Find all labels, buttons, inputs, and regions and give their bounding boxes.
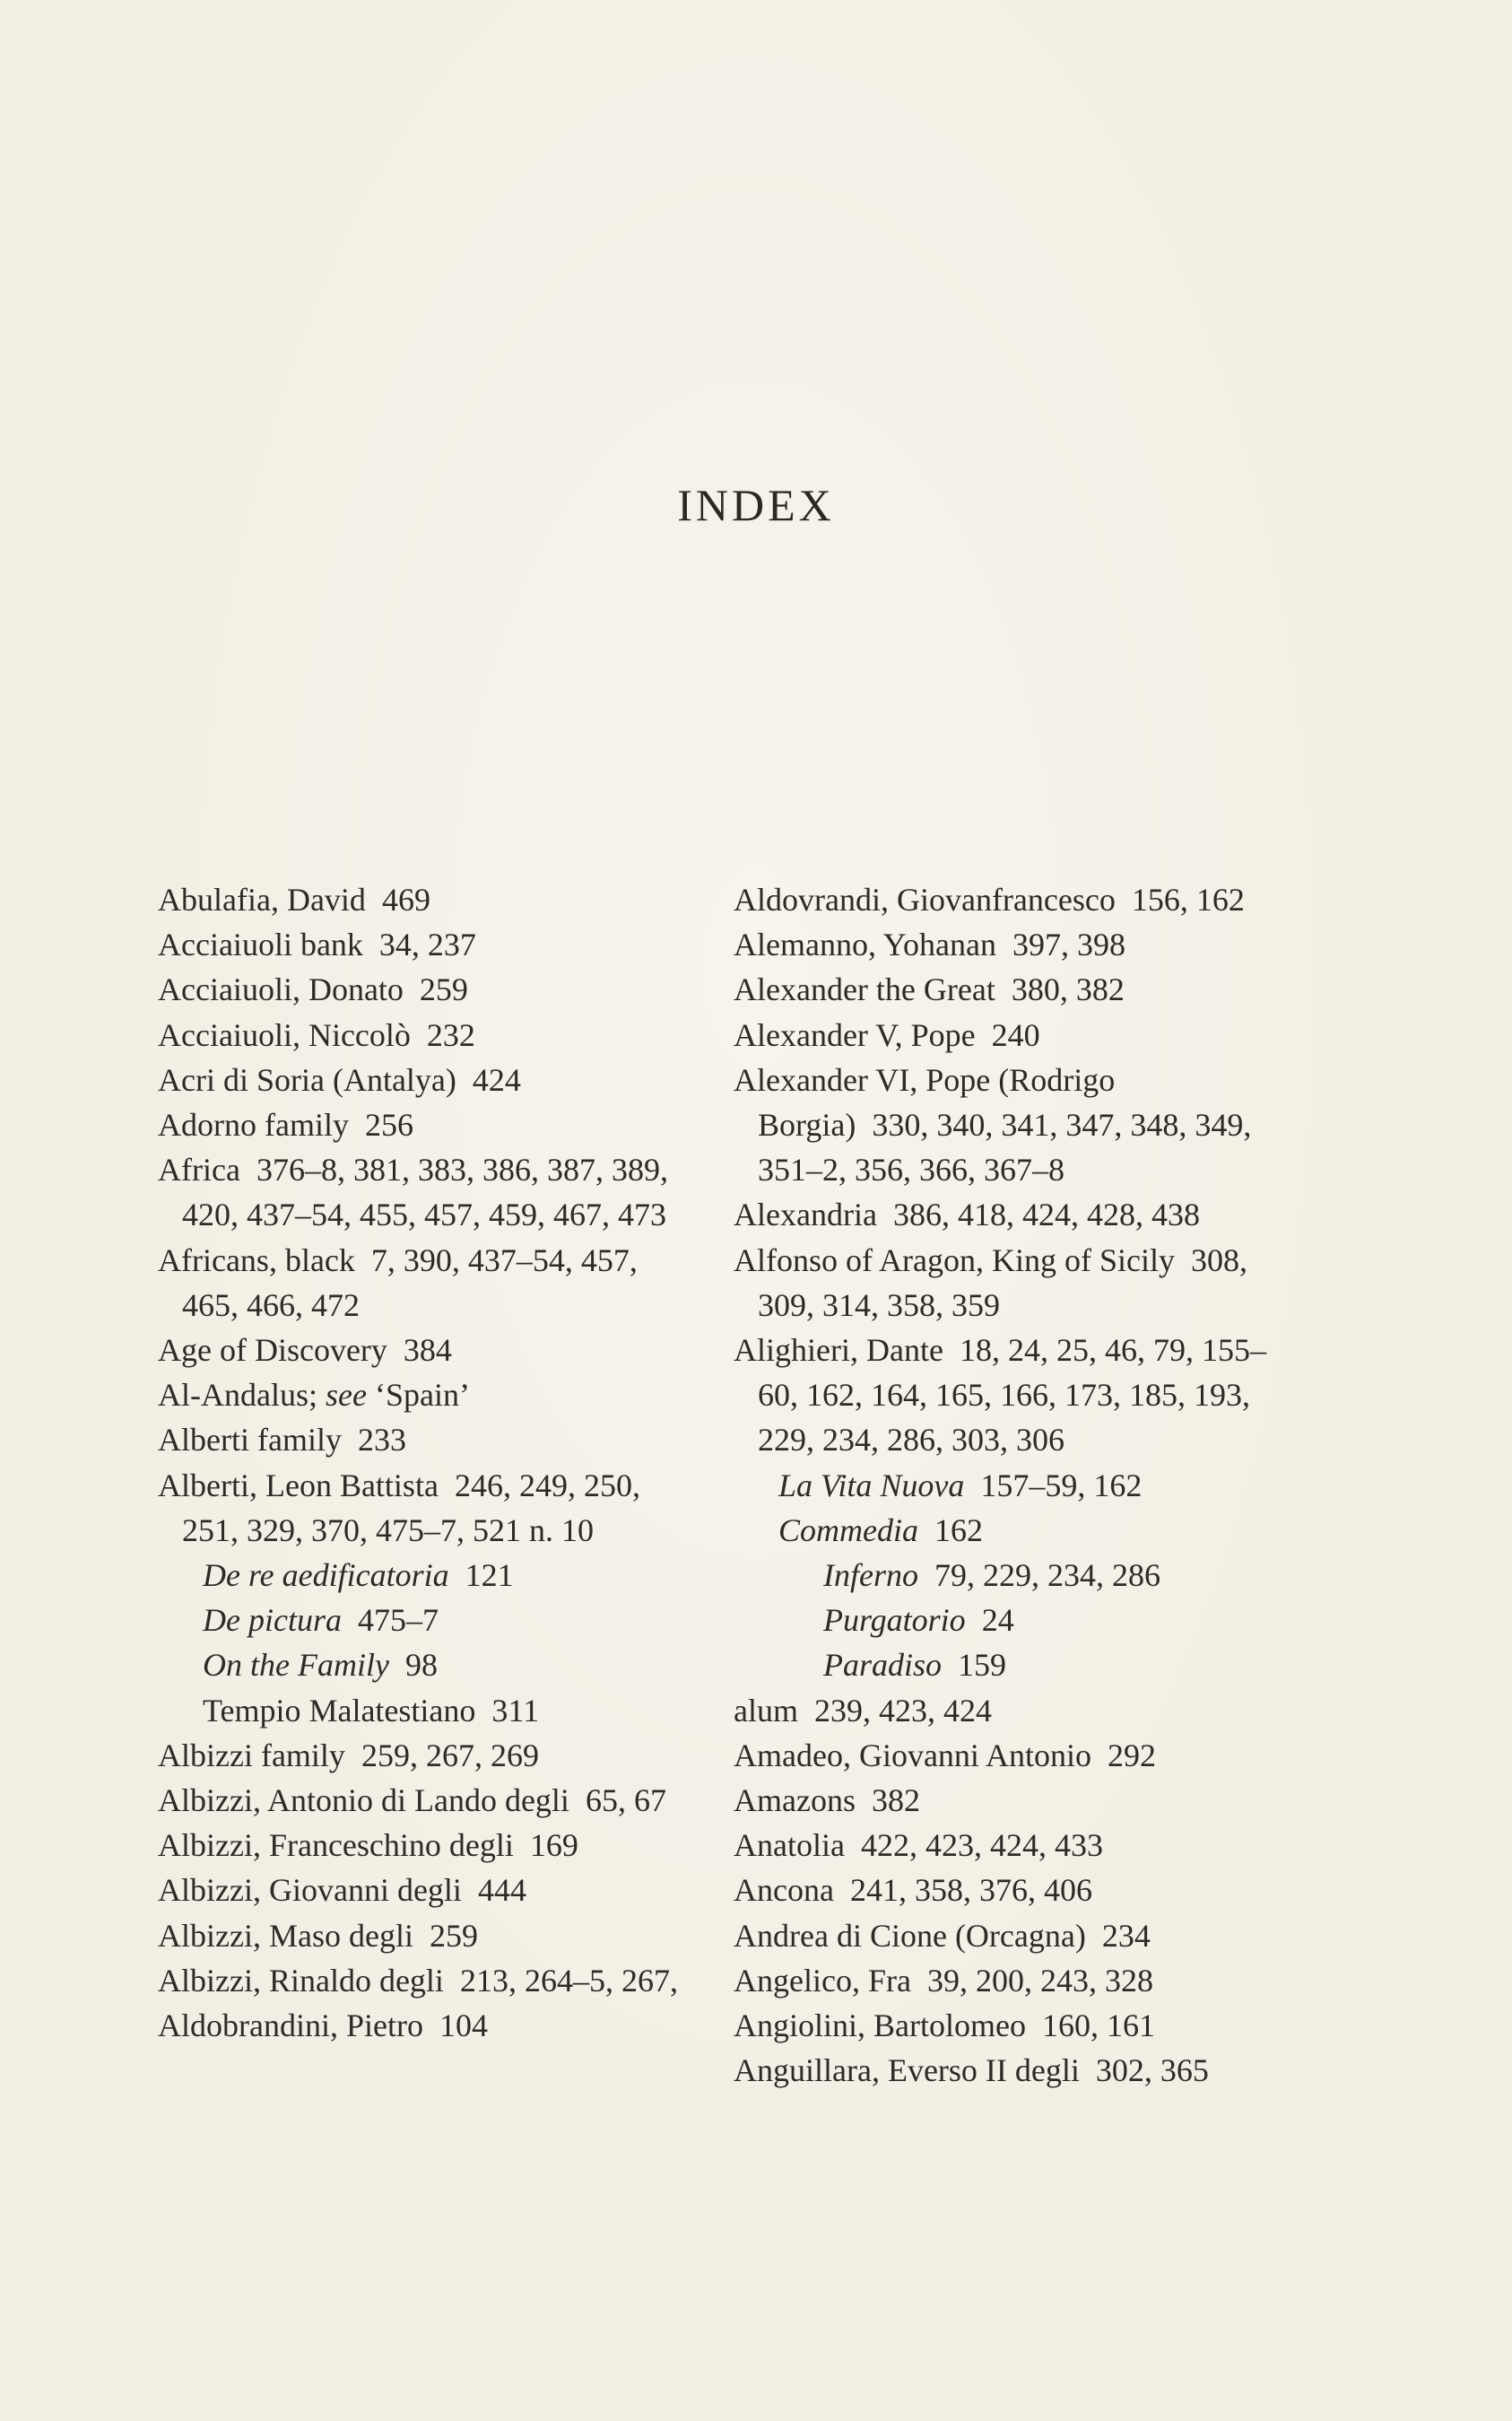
entry-locators: 162: [934, 1511, 983, 1548]
index-entry: [158, 2003, 696, 2048]
entry-locators: 469: [381, 882, 430, 918]
index-entry: [734, 1328, 1272, 1463]
entry-heading: Alexander the Great: [734, 971, 995, 1008]
entry-heading: Tempio Malatestiano: [203, 1692, 476, 1729]
entry-heading: Albizzi, Maso degli: [158, 1917, 413, 1954]
entry-heading: Adorno family: [158, 1107, 349, 1144]
entry-locators: 156, 162: [1131, 882, 1245, 918]
index-entry: [158, 1778, 696, 1823]
entry-heading: Alberti, Leon Battista: [158, 1467, 439, 1503]
entry-locators: 7, 390, 437–54, 457, 465, 466, 472: [182, 1241, 638, 1323]
index-entry: [158, 1372, 696, 1417]
index-subentry: [734, 1598, 1272, 1642]
entry-locators: ‘Spain’: [374, 1377, 470, 1414]
index-column-left: [158, 877, 696, 2048]
entry-heading: Abulafia, David: [158, 882, 366, 918]
entry-locators: 444: [477, 1872, 526, 1909]
entry-heading: Alberti family: [158, 1422, 342, 1459]
index-subentry: [734, 1508, 1272, 1553]
index-entry: [158, 1102, 696, 1147]
entry-heading: Albizzi, Giovanni degli: [158, 1872, 462, 1909]
entry-heading: Acciaiuoli bank: [158, 927, 363, 963]
entry-locators: 104: [439, 2007, 488, 2044]
entry-locators: 302, 365: [1095, 2052, 1209, 2089]
entry-locators: 256: [364, 1107, 413, 1144]
index-entry: [734, 1733, 1272, 1778]
entry-locators: 169: [529, 1827, 578, 1864]
entry-heading: De re aedificatoria: [203, 1557, 449, 1594]
index-entry: [158, 1417, 696, 1462]
entry-heading: Africans, black: [158, 1241, 355, 1278]
entry-heading: Acciaiuoli, Donato: [158, 971, 404, 1008]
entry-heading: Acri di Soria (Antalya): [158, 1061, 456, 1098]
entry-locators: 157–59, 162: [980, 1467, 1143, 1503]
entry-locators: 382: [871, 1782, 920, 1819]
index-subentry: [158, 1688, 696, 1733]
entry-heading: Andrea di Cione (Orcagna): [734, 1917, 1086, 1954]
index-entry: [734, 1238, 1272, 1328]
index-entry: [158, 1238, 696, 1328]
entry-heading: Alexander VI, Pope (Rodrigo Borgia): [734, 1061, 1116, 1144]
index-entry: [734, 1913, 1272, 1958]
entry-heading: Paradiso: [823, 1647, 943, 1684]
entry-locators: 475–7: [357, 1602, 439, 1639]
index-entry: [158, 967, 696, 1012]
entry-heading: Anguillara, Everso II degli: [734, 2052, 1080, 2089]
index-entry: [734, 967, 1272, 1012]
entry-locators: 241, 358, 376, 406: [849, 1872, 1092, 1909]
entry-locators: 34, 237: [378, 927, 476, 963]
entry-heading: Alighieri, Dante: [734, 1332, 943, 1369]
index-entry: [158, 1463, 696, 1553]
index-entry: [734, 2048, 1272, 2093]
entry-locators: 65, 67: [585, 1782, 666, 1819]
entry-heading: Angelico, Fra: [734, 1962, 911, 1999]
entry-locators: 233: [357, 1422, 406, 1459]
index-entry: [158, 922, 696, 967]
entry-locators: 308, 309, 314, 358, 359: [758, 1241, 1247, 1323]
index-entry: [734, 1058, 1272, 1193]
entry-heading: Amazons: [734, 1782, 856, 1819]
index-entry: [158, 1147, 696, 1237]
entry-heading: Ancona: [734, 1872, 834, 1909]
entry-locators: 259: [419, 971, 468, 1008]
entry-locators: 259, 267, 269: [361, 1737, 539, 1773]
index-subentry: [158, 1598, 696, 1642]
index-entry: [158, 877, 696, 922]
entry-locators: 246, 249, 250, 251, 329, 370, 475–7, 521 n. 10: [182, 1467, 640, 1548]
entry-heading: Albizzi family: [158, 1737, 345, 1773]
index-entry: [734, 1688, 1272, 1733]
entry-locators: 311: [491, 1692, 540, 1729]
entry-heading: Al-Andalus;: [158, 1377, 326, 1414]
entry-heading: De pictura: [203, 1602, 342, 1639]
entry-locators: 18, 24, 25, 46, 79, 155–60, 162, 164, 165, 166, 173, 185, 193, 229, 234, 286, 303, 306: [758, 1332, 1266, 1459]
index-entry: [158, 1328, 696, 1372]
index-entry: [734, 1823, 1272, 1868]
entry-locators: 259: [429, 1917, 478, 1954]
index-entry: [158, 1013, 696, 1058]
entry-heading: Albizzi, Rinaldo degli: [158, 1962, 444, 1999]
entry-locators: 232: [426, 1016, 475, 1053]
entry-heading: Alemanno, Yohanan: [734, 927, 996, 963]
page-title: INDEX: [677, 479, 835, 530]
entry-locators: 213, 264–5, 267,: [459, 1962, 678, 1999]
entry-heading: Age of Discovery: [158, 1332, 387, 1369]
index-subentry: [734, 1553, 1272, 1598]
entry-heading: Purgatorio: [823, 1602, 966, 1639]
index-entry: [734, 922, 1272, 967]
see-reference: see: [325, 1377, 375, 1414]
index-entry: [734, 877, 1272, 922]
entry-heading: La Vita Nuova: [778, 1467, 965, 1503]
index-entry: [734, 1013, 1272, 1058]
index-column-right: [734, 877, 1272, 2093]
index-subentry: [158, 1553, 696, 1598]
entry-heading: Alfonso of Aragon, King of Sicily: [734, 1241, 1175, 1278]
entry-locators: 79, 229, 234, 286: [934, 1557, 1160, 1594]
entry-locators: 292: [1107, 1737, 1156, 1773]
entry-heading: Aldovrandi, Giovanfrancesco: [734, 882, 1116, 918]
index-entry: [158, 1823, 696, 1868]
entry-heading: Africa: [158, 1152, 240, 1189]
index-entry: [734, 1192, 1272, 1237]
entry-locators: 376–8, 381, 383, 386, 387, 389, 420, 437–54, 455, 457, 459, 467, 473: [182, 1152, 668, 1233]
entry-heading: Alexander V, Pope: [734, 1016, 976, 1053]
entry-heading: Angiolini, Bartolomeo: [734, 2007, 1026, 2044]
index-entry: [158, 1868, 696, 1912]
entry-heading: On the Family: [203, 1647, 389, 1684]
entry-locators: 234: [1101, 1917, 1151, 1954]
entry-locators: 384: [403, 1332, 452, 1369]
entry-heading: Amadeo, Giovanni Antonio: [734, 1737, 1091, 1773]
entry-heading: Acciaiuoli, Niccolò: [158, 1016, 411, 1053]
entry-locators: 386, 418, 424, 428, 438: [892, 1197, 1200, 1233]
entry-heading: Alexandria: [734, 1197, 877, 1233]
entry-locators: 39, 200, 243, 328: [926, 1962, 1153, 1999]
index-subentry: [734, 1642, 1272, 1687]
index-subentry: [158, 1642, 696, 1687]
entry-locators: 160, 161: [1041, 2007, 1155, 2044]
index-entry: [734, 1868, 1272, 1912]
entry-locators: 121: [465, 1557, 514, 1594]
entry-locators: 239, 423, 424: [813, 1692, 992, 1729]
index-entry: [158, 1913, 696, 1958]
entry-locators: 330, 340, 341, 347, 348, 349, 351–2, 356, 366, 367–8: [758, 1107, 1252, 1189]
index-entry: [158, 1733, 696, 1778]
index-subentry: [734, 1463, 1272, 1508]
index-entry: [734, 2003, 1272, 2048]
index-entry: [158, 1058, 696, 1102]
entry-heading: Albizzi, Antonio di Lando degli: [158, 1782, 569, 1819]
entry-locators: 24: [981, 1602, 1014, 1639]
entry-locators: 98: [404, 1647, 438, 1684]
entry-locators: 397, 398: [1012, 927, 1125, 963]
index-entry: [734, 1958, 1272, 2003]
entry-heading: Albizzi, Franceschino degli: [158, 1827, 514, 1864]
entry-heading: Aldobrandini, Pietro: [158, 2007, 423, 2044]
index-entry: [734, 1778, 1272, 1823]
entry-locators: 240: [991, 1016, 1040, 1053]
entry-locators: 424: [472, 1061, 521, 1098]
entry-locators: 159: [958, 1647, 1007, 1684]
entry-heading: alum: [734, 1692, 798, 1729]
entry-locators: 380, 382: [1011, 971, 1125, 1008]
index-entry: [158, 1958, 696, 2003]
entry-heading: Inferno: [823, 1557, 918, 1594]
entry-locators: 422, 423, 424, 433: [860, 1827, 1103, 1864]
entry-heading: Anatolia: [734, 1827, 845, 1864]
entry-heading: Commedia: [778, 1511, 918, 1548]
